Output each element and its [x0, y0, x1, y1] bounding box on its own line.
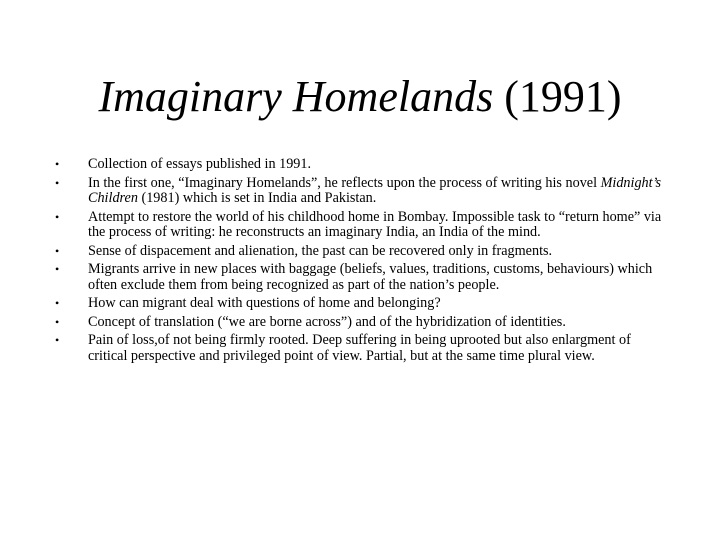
novel-title: Midnight’s Children — [88, 174, 662, 206]
bullet-dot-icon: • — [55, 314, 60, 329]
title-italic-part: Imaginary Homelands — [98, 72, 494, 121]
bullet-item — [55, 157, 665, 173]
title-year: (1991) — [493, 72, 622, 121]
bullet-text: Attempt to restore the world of his childhood home in Bombay. Impossible task to “return home” via the process of writing: he reconstructs an imaginary India, an India of the mind. — [88, 208, 662, 240]
bullet-item — [55, 262, 665, 293]
bullet-item — [55, 333, 665, 364]
bullet-dot-icon: • — [55, 333, 60, 347]
bullet-dot-icon: • — [55, 157, 60, 171]
bullet-text-before: In the first one, “Imaginary Homelands”, he reflects upon the process of writing his novel — [88, 174, 601, 191]
bullet-text: Pain of loss,of not being firmly rooted. Deep suffering in being uprooted but also enlargment of critical perspective and privileged point of view. Partial, but at the same time plural view. — [88, 332, 631, 364]
slide-title — [0, 70, 720, 124]
bullet-dot-icon: • — [55, 175, 60, 190]
bullet-text — [88, 175, 661, 207]
bullet-dot-icon: • — [55, 296, 60, 310]
bullet-text: Migrants arrive in new places with baggage (beliefs, values, traditions, customs, behaviours) which often exclude them from being recognized as part of the nation’s people. — [88, 261, 653, 293]
bullet-item — [55, 296, 665, 312]
bullet-item — [55, 210, 665, 241]
bullet-text: How can migrant deal with questions of home and belonging? — [88, 295, 441, 311]
bullet-list — [55, 157, 665, 367]
bullet-item — [55, 315, 665, 331]
bullet-dot-icon: • — [55, 243, 60, 258]
bullet-text: Sense of dispacement and alienation, the past can be recovered only in fragments. — [88, 242, 553, 259]
bullet-item — [55, 176, 665, 207]
bullet-text: Concept of translation (“we are borne across”) and of the hybridization of identities. — [88, 313, 566, 330]
bullet-text: Collection of essays published in 1991. — [88, 156, 312, 172]
bullet-text-after: (1981) which is set in India and Pakistan. — [137, 190, 377, 206]
bullet-dot-icon: • — [55, 209, 60, 224]
bullet-item — [55, 244, 665, 260]
bullet-dot-icon: • — [55, 262, 60, 276]
